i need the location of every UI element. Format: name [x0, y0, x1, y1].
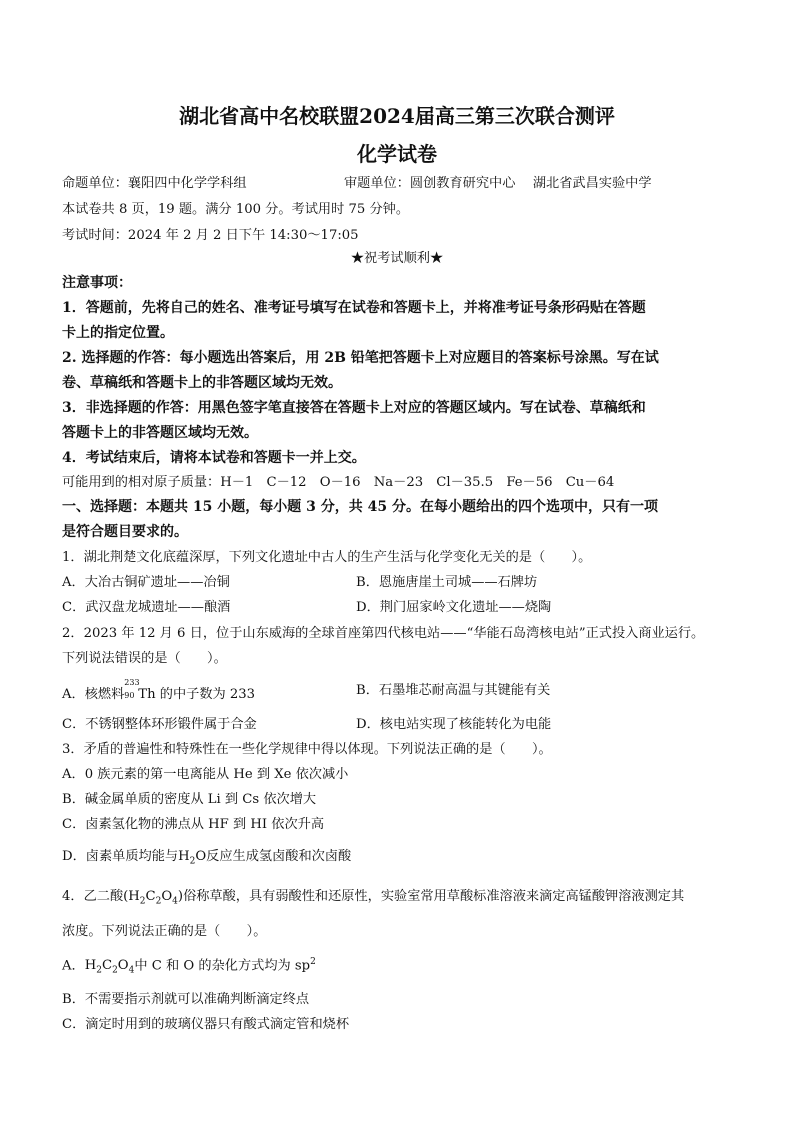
notice-heading: 注意事项： — [62, 275, 132, 291]
q4-option-a: A．$H_2C_2O_4$中 C 和 O 的杂化方式均为 $sp^2$ — [62, 957, 316, 977]
q4-option-c: C．滴定时用到的玻璃仪器只有酸式滴定管和烧杯 — [62, 1017, 350, 1032]
question-4-stem-cont: 浓度。下列说法正确的是（ ）。 — [62, 924, 267, 939]
proposition-unit: 命题单位：襄阳四中化学学科组 — [62, 176, 247, 191]
section-heading: 一、选择题：本题共 15 小题，每小题 3 分，共 45 分。在每小题给出的四个选项中，只有一项 — [62, 499, 658, 515]
question-1-stem: 1．湖北荆楚文化底蕴深厚，下列文化遗址中古人的生产生活与化学变化无关的是（ ）。 — [62, 550, 592, 565]
notice-item: 卷、草稿纸和答题卡上的非答题区域均无效。 — [62, 375, 342, 391]
notice-item: 3．非选择题的作答：用黑色签字笔直接答在答题卡上对应的答题区域内。写在试卷、草稿纸和 — [62, 400, 646, 416]
question-2-stem: 2．2023 年 12 月 6 日，位于山东威海的全球首座第四代核电站——“华能石岛湾核电站”正式投入商业运行。 — [62, 626, 705, 641]
notice-item: 1．答题前，先将自己的姓名、准考证号填写在试卷和答题卡上，并将准考证号条形码贴在答题 — [62, 300, 646, 316]
q3-option-c: C．卤素氢化物的沸点从 HF 到 HI 依次升高 — [62, 817, 325, 832]
question-3-stem: 3．矛盾的普遍性和特殊性在一些化学规律中得以体现。下列说法正确的是（ ）。 — [62, 742, 552, 757]
q2-option-c: C．不锈钢整体环形锻件属于合金 — [62, 717, 257, 732]
exam-time: 考试时间：2024 年 2 月 2 日下午 14:30～17:05 — [62, 228, 359, 243]
q2-option-a: A．核燃料 233 90 Th 的中子数为 233 — [62, 678, 256, 702]
review-unit: 审题单位：圆创教育研究中心 湖北省武昌实验中学 — [344, 176, 652, 191]
q3-option-b: B．碱金属单质的密度从 Li 到 Cs 依次增大 — [62, 792, 317, 807]
nuclide-symbol: 233 90 — [124, 678, 140, 700]
question-2-stem-cont: 下列说法错误的是（ ）。 — [62, 651, 227, 666]
notice-item: 4．考试结束后，请将本试卷和答题卡一并上交。 — [62, 450, 366, 466]
q1-option-d: D．荆门屈家岭文化遗址——烧陶 — [356, 600, 552, 615]
exam-subtitle: 化学试卷 — [357, 142, 437, 166]
notice-item: 卡上的指定位置。 — [62, 325, 174, 341]
notice-item: 2. 选择题的作答：每小题选出答案后，用 2B 铅笔把答题卡上对应题目的答案标号涂黑。写在试 — [62, 350, 659, 366]
q3-option-d: D．卤素单质均能与$H_2O$反应生成氢卤酸和次卤酸 — [62, 849, 352, 867]
formula-oxalic-acid: $(H_2C_2O_4)$ — [123, 889, 184, 907]
q3-option-a: A．0 族元素的第一电离能从 He 到 Xe 依次减小 — [62, 767, 349, 782]
q1-option-a: A．大冶古铜矿遗址——冶铜 — [62, 575, 230, 590]
notice-item: 答题卡上的非答题区域均无效。 — [62, 425, 258, 441]
q1-option-c: C．武汉盘龙城遗址——酿酒 — [62, 600, 231, 615]
formula-oxalic-acid: $H_2C_2O_4$ — [84, 958, 135, 977]
q1-option-b: B．恩施唐崖土司城——石牌坊 — [356, 575, 538, 590]
q2-option-d: D．核电站实现了核能转化为电能 — [356, 717, 552, 732]
exam-title: 湖北省高中名校联盟2024届高三第三次联合测评 — [179, 104, 615, 128]
question-4-stem: 4．乙二酸$(H_2C_2O_4)$俗称草酸，具有弱酸性和还原性，实验室常用草酸标准溶液来滴定高锰酸钾溶液测定其 — [62, 889, 685, 907]
q4-option-b: B．不需要指示剂就可以准确判断滴定终点 — [62, 992, 310, 1007]
formula-water: $H_2O$ — [178, 849, 207, 867]
atomic-mass-line: 可能用到的相对原子质量：H－1 C－12 O－16 Na－23 Cl－35.5 Fe－56 Cu－64 — [62, 475, 615, 490]
q2-option-b: B．石墨堆芯耐高温与其键能有关 — [356, 683, 551, 698]
exam-info: 本试卷共 8 页，19 题。满分 100 分。考试用时 75 分钟。 — [62, 202, 410, 217]
section-heading-cont: 是符合题目要求的。 — [62, 524, 188, 540]
good-luck-banner: ★祝考试顺利★ — [350, 251, 444, 266]
